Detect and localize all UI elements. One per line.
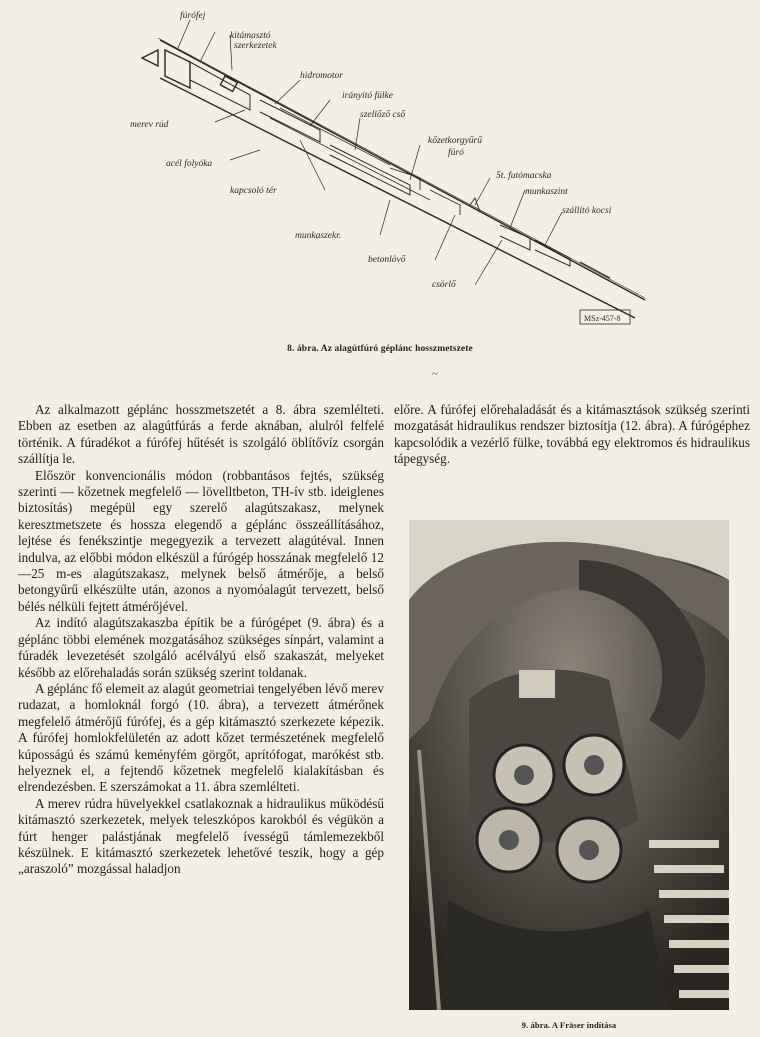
label-futomacska: 5t. futómacska — [496, 171, 552, 181]
label-furofej: fúrófej — [180, 11, 206, 21]
left-column — [18, 402, 384, 878]
label-acel-folyoka: acél folyóka — [166, 159, 213, 169]
separator-mark: ~ — [432, 368, 438, 380]
paragraph-5: A merev rúdra hüvelyekkel csatlakoznak a hidraulikus működésű kitámasztó szerkezetek, melyek teleszkópos karokból és végükön a fúrt henger palástjának megfelelő ívességű támlemezekből készülnek. E kitámasztó szerkezetek lehetővé teszik, hogy a gép „araszoló” mozgással haladjon — [18, 795, 384, 877]
label-merev-rud: merev rúd — [130, 120, 169, 130]
tunnel-section-drawing — [130, 0, 670, 335]
paragraph-2: Először konvencionális módon (robbantásos fejtés, szükség szerinti — kőzetnek megfelelő — lövelltbeton, TH-ív stb. ideiglenes biztosítás) megépül egy szerelő alagútszakasz, melynek keresztmetszete és hossza elegendő a géplánc összeállításához, lejtése és fenékszintje megegyezik a tervezett alagútéval. Innen indulva, az előbbi módon elkészül a fúrógép hosszának megfelelő 12—25 m-es alagútszakasz, melynek belső átmérője, a belső betongyűrű elkészülte után, azonos a nyomóalagút tervezett, belső bélés nélküli fejtett átmérőjével. — [18, 467, 384, 614]
label-stamp: MSz-457-8 — [584, 314, 621, 323]
label-szallito-kocsi: szállító kocsi — [562, 206, 612, 216]
paragraph-3: Az indító alagútszakaszba építik be a fúrógépet (9. ábra) és a géplánc többi elemének mozgatásához szükséges sínpárt, valamint a fúradék levezetését szolgáló acélvályú első szakaszát, melyeket később az előrehaladás során szükség szerint toldanak. — [18, 615, 384, 680]
right-column — [394, 402, 750, 468]
label-szellozo-cso: szellőző cső — [360, 110, 406, 120]
label-csorlo: csörlő — [432, 280, 456, 290]
figure-9-photo — [409, 520, 729, 1010]
figure-8-diagram — [130, 0, 670, 335]
label-szerkezetek: szerkezetek — [234, 41, 277, 51]
tunnel-boring-machine-photo — [409, 520, 729, 1010]
label-kitamaszto: kitámasztó — [230, 31, 271, 41]
figure-8-caption: 8. ábra. Az alagútfúró géplánc hosszmetszete — [287, 344, 473, 354]
paragraph-4: A géplánc fő elemeit az alagút geometriai tengelyében lévő merev rudazat, a homloknál forgó (10. ábra), a tervezett átmérőnek megfelelő átmérőjű fúrófej, és a gép kitámasztó szerkezete képezik. A fúrófej homlokfelületén az adott kőzet természetének megfelelő kúposságú és számú keményfém görgőt, aprítófogat, marókést stb. helyeznek el, a fejtendő kőzetnek megfelelő kialakításban és elrendezésben. E szerszámokat a 11. ábra szemlélteti. — [18, 680, 384, 795]
label-kozetkorgyuru: kőzetkorgyűrű — [428, 136, 482, 146]
label-munkaszekr: munkaszekr. — [295, 231, 342, 241]
figure-9-caption: 9. ábra. A Fräser indítása — [521, 1020, 617, 1030]
label-betonlovo: betonlövő — [368, 255, 406, 265]
label-munkaszint: munkaszint — [525, 187, 568, 197]
label-hidromotor: hidromotor — [300, 71, 343, 81]
label-furo: fúró — [448, 148, 464, 158]
direction-arrow — [142, 50, 158, 66]
label-kapcsolo-ter: kapcsoló tér — [230, 186, 277, 196]
paragraph-continued: előre. A fúrófej előrehaladását és a kitámasztások szükség szerinti mozgatását hidraulikus rendszer biztosítja (12. ábra). A fúrógéphez kapcsolódik a vezérlő fülke, továbbá egy elektromos és hidraulikus tápegység. — [394, 402, 750, 467]
paragraph-1: Az alkalmazott géplánc hosszmetszetét a 8. ábra szemlélteti. Ebben az esetben az alagútfúrás a ferde aknában, alulról felfelé történik. A fúradékot a fúrófej hűtését is szolgáló öblítővíz csorgán szállítja le. — [18, 402, 384, 467]
label-iranyito-fulke: irányító fülke — [342, 91, 393, 101]
